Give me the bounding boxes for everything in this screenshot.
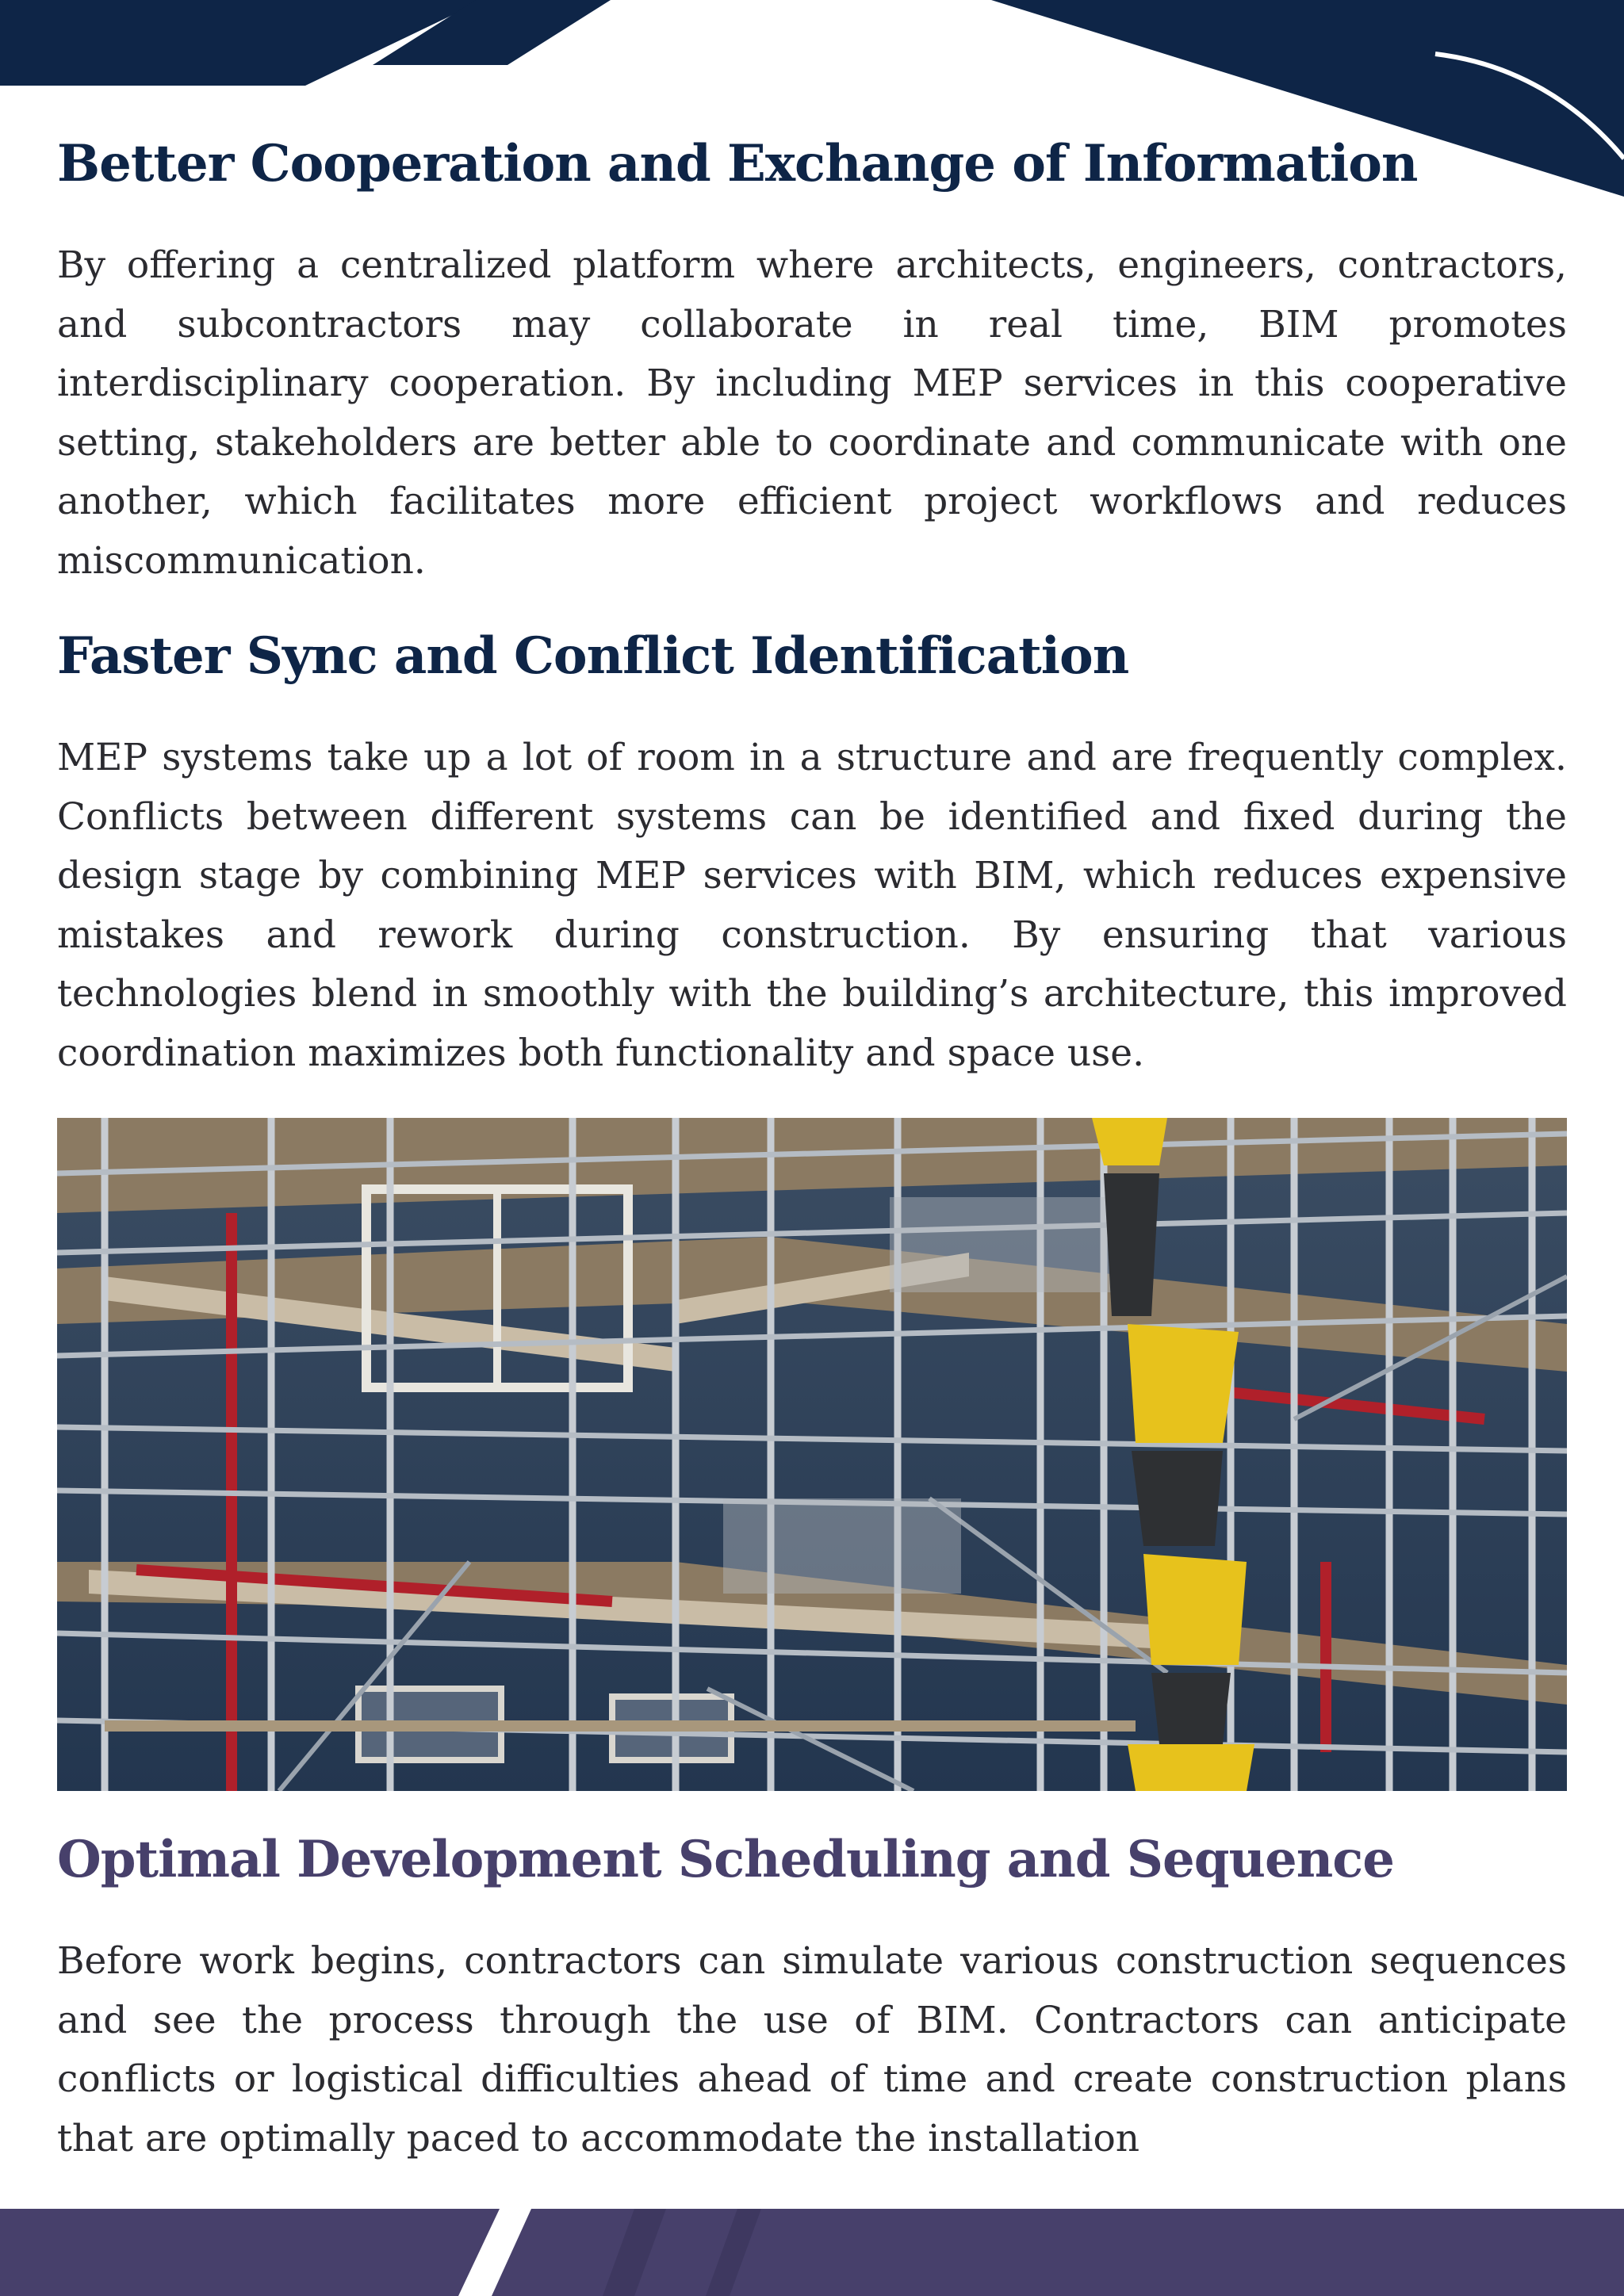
section-heading-cooperation: Better Cooperation and Exchange of Information [57, 134, 1418, 193]
section-body-cooperation: By offering a centralized platform where architects, engineers, contractors, and subcontractors may collaborate in real time, BIM promotes interdisciplinary cooperation. By including MEP services in this cooperative setting, stakeholders are better able to coordinate and communicate with one another, which facilitates more efficient project workflows and reduces miscommunication. [57, 243, 1567, 583]
section-body-scheduling: Before work begins, contractors can simulate various construction sequences and see the process through the use of BIM. Contractors can anticipate conflicts or logistical difficulties ahead of time and create construction plans that are optimally paced to accommodate the installation [57, 1939, 1567, 2160]
section-heading-conflict: Faster Sync and Conflict Identification [57, 626, 1129, 686]
bottom-decorative-band [0, 2209, 1624, 2296]
section-heading-scheduling: Optimal Development Scheduling and Sequence [57, 1830, 1394, 1889]
scaffolding-photo [57, 1118, 1567, 1791]
section-body-conflict: MEP systems take up a lot of room in a structure and are frequently complex. Conflicts between different systems can be identified and fixed during the design stage by combining MEP services with BIM, which reduces expensive mistakes and rework during construction. By ensuring that various technologies blend in smoothly with the building’s architecture, this improved coordination maximizes both functionality and space use. [57, 736, 1567, 1075]
